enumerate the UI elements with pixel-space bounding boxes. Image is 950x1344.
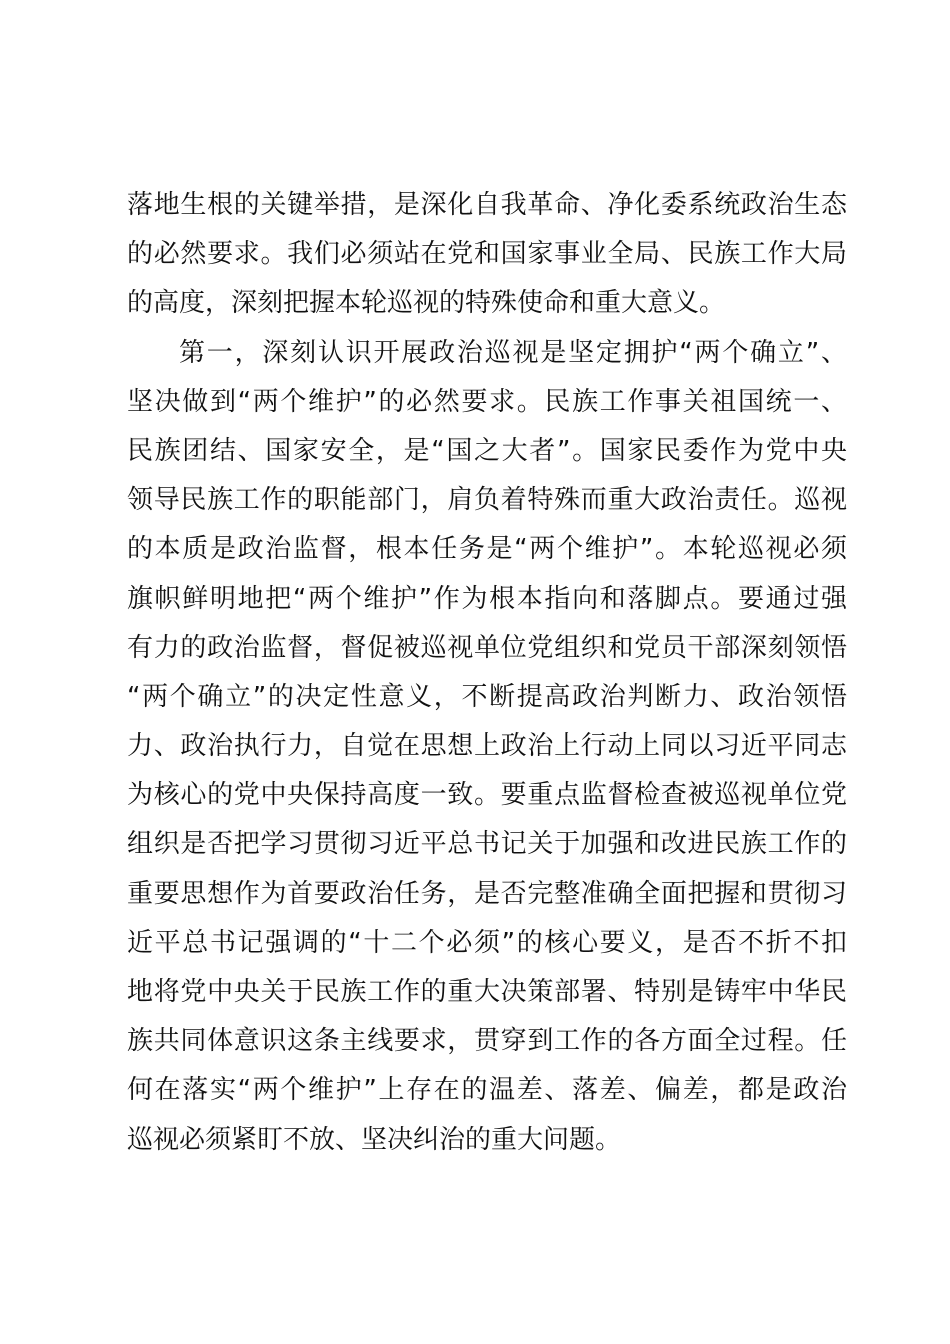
paragraph-line: 族共同体意识这条主线要求，贯穿到工作的各方面全过程。任 [127, 1026, 847, 1057]
paragraph-line: “两个确立”的决定性意义，不断提高政治判断力、政治领悟 [127, 681, 847, 712]
paragraph-line: 力、政治执行力，自觉在思想上政治上行动上同以习近平同志 [127, 731, 847, 762]
body-text [127, 181, 847, 1165]
paragraph-line: 巡视必须紧盯不放、坚决纠治的重大问题。 [127, 1124, 622, 1155]
paragraph-line: 坚决做到“两个维护”的必然要求。民族工作事关祖国统一、 [127, 386, 847, 417]
paragraph-line: 为核心的党中央保持高度一致。要重点监督检查被巡视单位党 [127, 780, 847, 811]
paragraph-line: 地将党中央关于民族工作的重大决策部署、特别是铸牢中华民 [127, 977, 847, 1007]
paragraph-line: 第一，深刻认识开展政治巡视是坚定拥护“两个确立”、 [179, 337, 847, 368]
paragraph-line: 的本质是政治监督，根本任务是“两个维护”。本轮巡视必须 [127, 534, 847, 565]
paragraph-line: 落地生根的关键举措，是深化自我革命、净化委系统政治生态 [127, 190, 847, 220]
paragraph-line: 旗帜鲜明地把“两个维护”作为根本指向和落脚点。要通过强 [127, 583, 847, 614]
paragraph-line: 何在落实“两个维护”上存在的温差、落差、偏差，都是政治 [127, 1075, 847, 1106]
paragraph-line: 民族团结、国家安全，是“国之大者”。国家民委作为党中央 [127, 435, 847, 466]
paragraph-line: 领导民族工作的职能部门，肩负着特殊而重大政治责任。巡视 [127, 485, 847, 516]
paragraph-line: 重要思想作为首要政治任务，是否完整准确全面把握和贯彻习 [127, 878, 847, 909]
paragraph-line: 近平总书记强调的“十二个必须”的核心要义，是否不折不扣 [127, 927, 847, 958]
paragraph-line: 组织是否把学习贯彻习近平总书记关于加强和改进民族工作的 [127, 829, 847, 860]
paragraph-line: 有力的政治监督，督促被巡视单位党组织和党员干部深刻领悟 [127, 632, 847, 663]
paragraph-line: 的必然要求。我们必须站在党和国家事业全局、民族工作大局 [127, 239, 847, 270]
paragraph-line: 的高度，深刻把握本轮巡视的特殊使命和重大意义。 [127, 288, 726, 319]
